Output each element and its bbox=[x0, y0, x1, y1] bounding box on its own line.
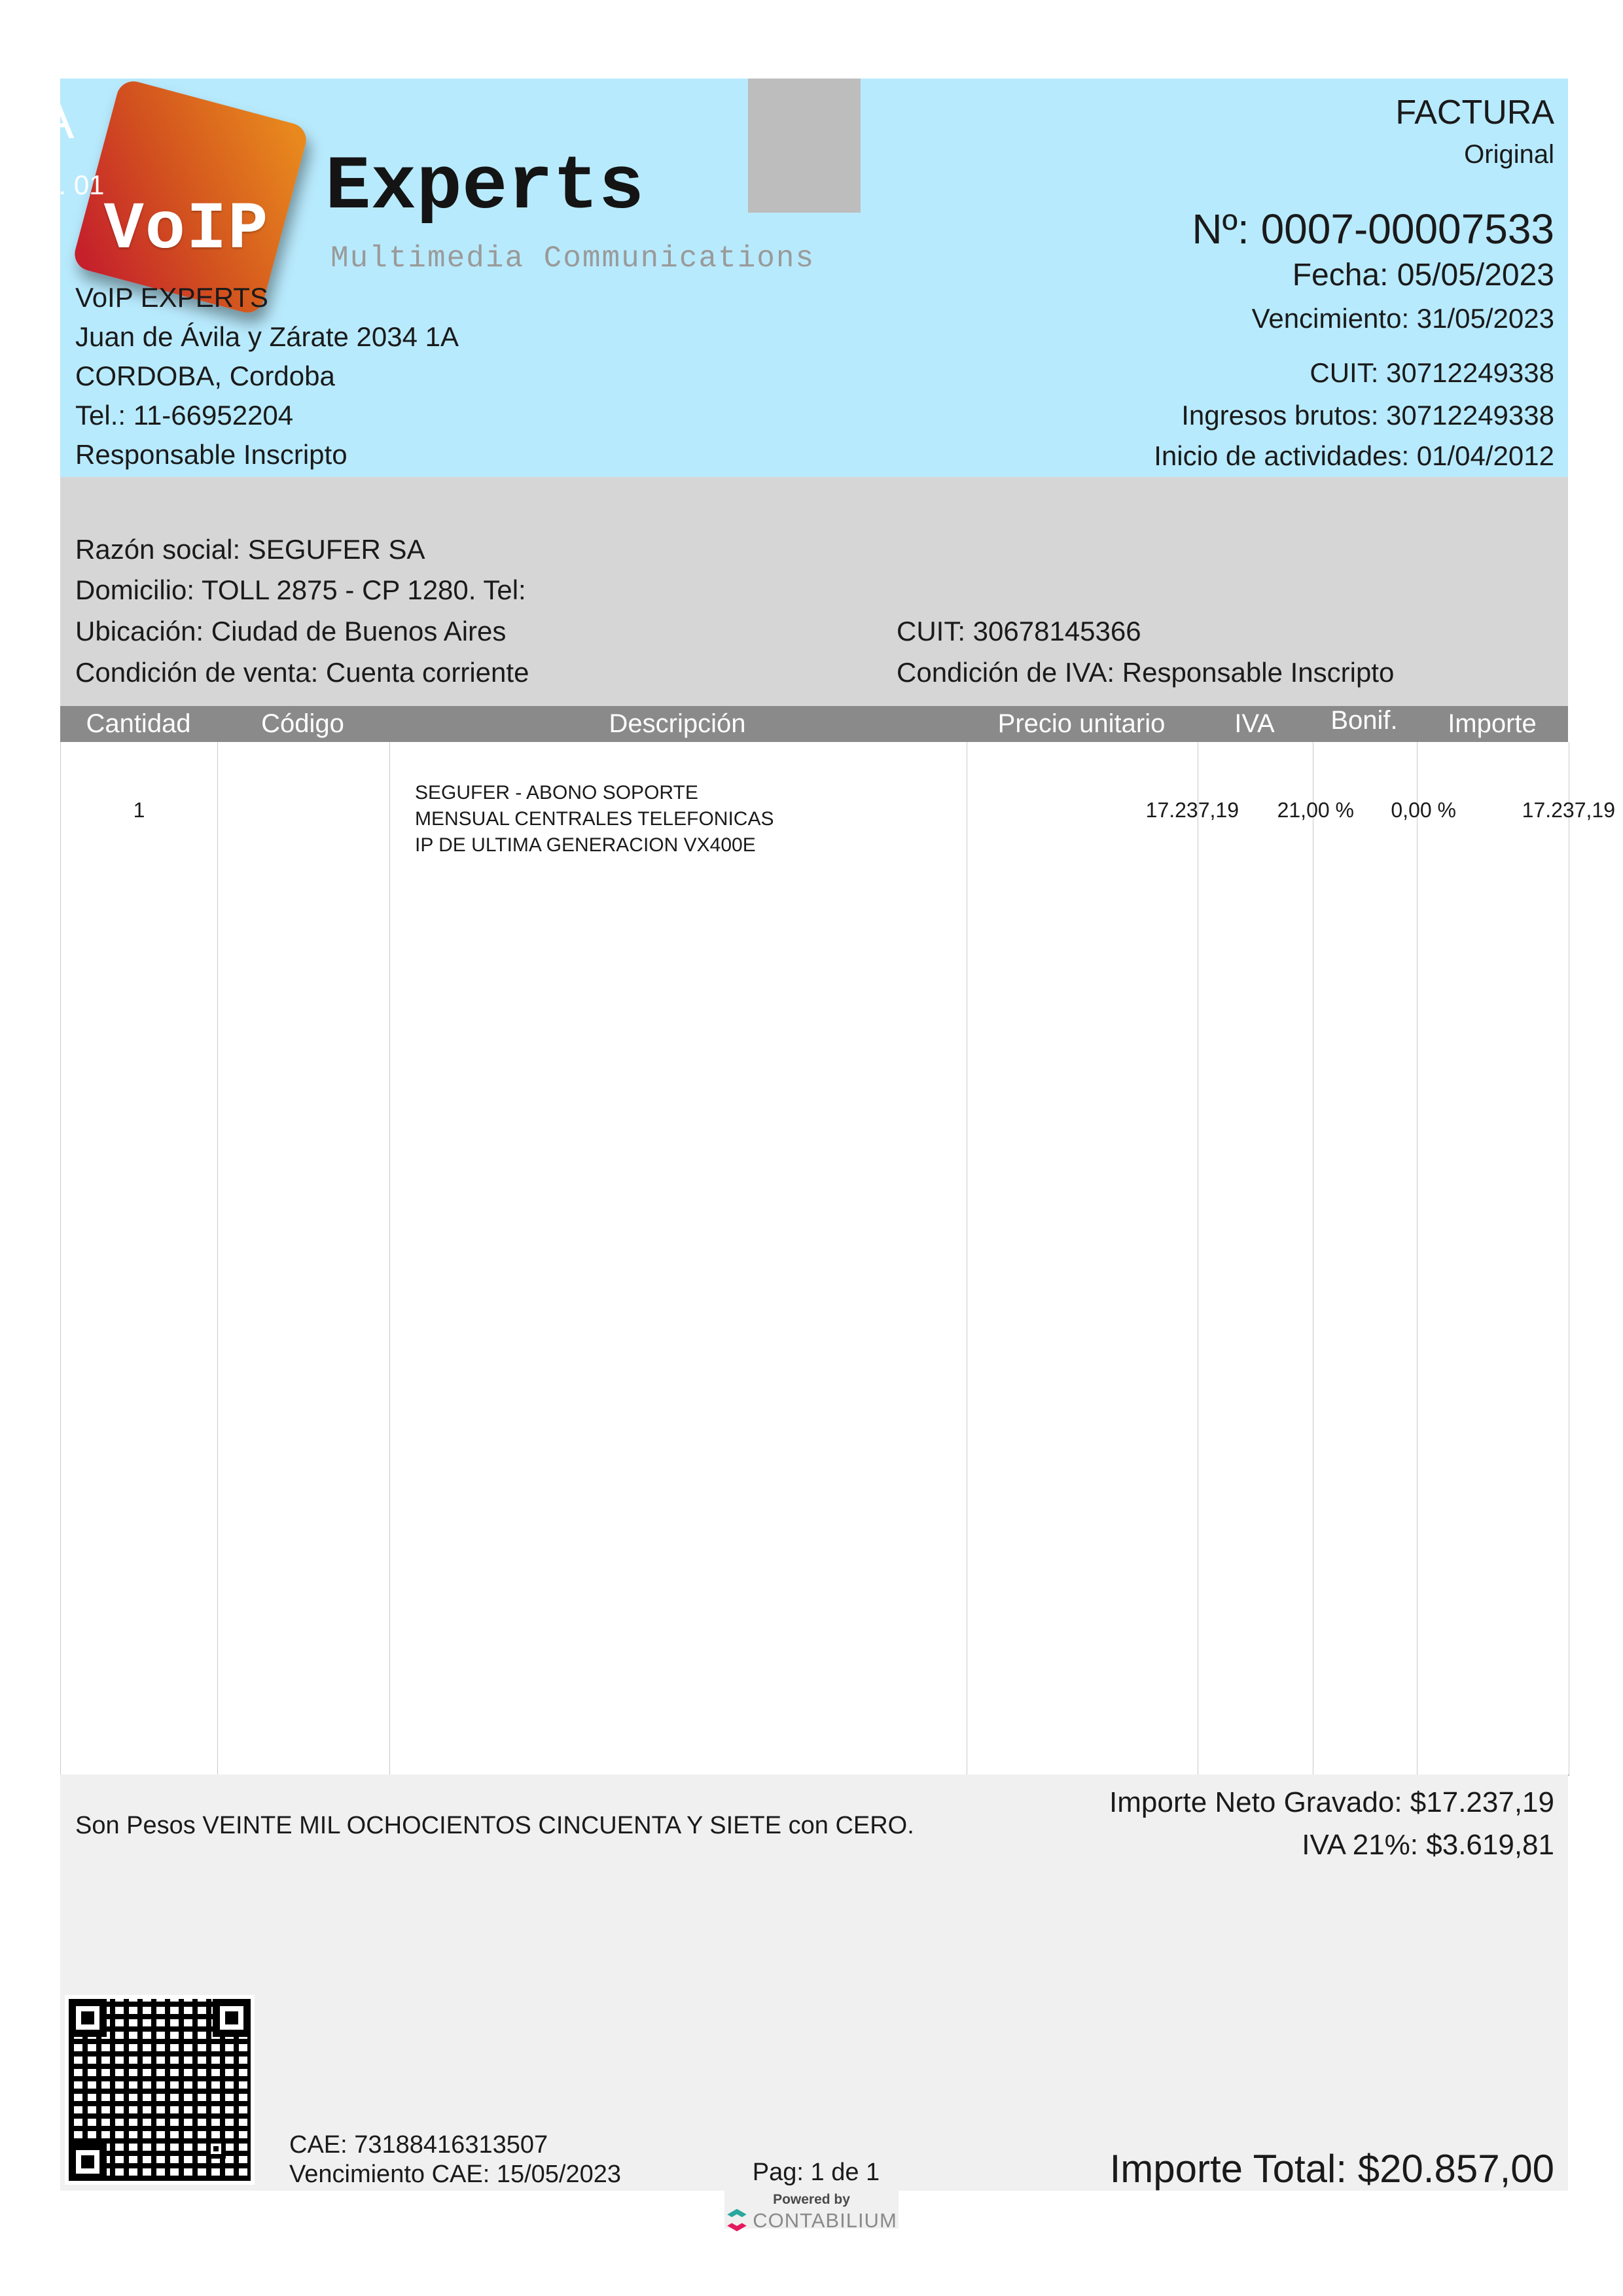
row-description: SEGUFER - ABONO SOPORTE MENSUAL CENTRALES TELEFONICAS IP DE ULTIMA GENERACION VX400E bbox=[415, 782, 774, 856]
cae-due-date: Vencimiento CAE: 15/05/2023 bbox=[289, 2161, 622, 2188]
seller-address: Juan de Ávila y Zárate 2034 1A bbox=[75, 321, 459, 352]
customer-location: Ubicación: Ciudad de Buenos Aires bbox=[75, 616, 507, 646]
powered-by-label: Powered by bbox=[773, 2192, 850, 2207]
seller-gross-income: Ingresos brutos: 30712249338 bbox=[1181, 400, 1554, 431]
row-bonif: 0,00 % bbox=[1391, 798, 1456, 822]
seller-cuit: CUIT: 30712249338 bbox=[1310, 357, 1554, 388]
seller-phone: Tel.: 11-66952204 bbox=[75, 400, 294, 431]
customer-iva-condition: Condición de IVA: Responsable Inscripto bbox=[897, 657, 1395, 688]
qr-alignment-icon bbox=[206, 2139, 226, 2159]
invoice-number: Nº: 0007-00007533 bbox=[1192, 205, 1554, 253]
logo-voip-text: VoIP bbox=[103, 192, 270, 268]
col-header-descripcion: Descripción bbox=[609, 709, 746, 738]
row-quantity: 1 bbox=[133, 798, 145, 822]
customer-sale-condition: Condición de venta: Cuenta corriente bbox=[75, 657, 529, 688]
seller-name: VoIP EXPERTS bbox=[75, 282, 268, 313]
amount-in-words: Son Pesos VEINTE MIL OCHOCIENTOS CINCUENTA Y SIETE con CERO. bbox=[75, 1812, 914, 1839]
page-indicator: Pag: 1 de 1 bbox=[752, 2159, 880, 2186]
col-header-importe: Importe bbox=[1448, 709, 1537, 738]
invoice-type-code: Cod. 01 bbox=[8, 169, 105, 200]
column-divider bbox=[389, 742, 390, 1775]
customer-cuit: CUIT: 30678145366 bbox=[897, 616, 1141, 646]
qr-finder-icon bbox=[69, 1999, 107, 2037]
seller-tax-status: Responsable Inscripto bbox=[75, 439, 348, 470]
col-header-codigo: Código bbox=[261, 709, 344, 738]
customer-address: Domicilio: TOLL 2875 - CP 1280. Tel: bbox=[75, 574, 526, 605]
invoice-type-letter: A bbox=[38, 90, 75, 150]
row-unit-price: 17.237,19 bbox=[1145, 798, 1239, 822]
seller-city: CORDOBA, Cordoba bbox=[75, 361, 335, 391]
row-amount: 17.237,19 bbox=[1522, 798, 1615, 822]
cae-number: CAE: 73188416313507 bbox=[289, 2131, 548, 2159]
qr-finder-icon bbox=[213, 1999, 251, 2037]
contabilium-brand-name: CONTABILIUM bbox=[753, 2208, 897, 2232]
col-header-bonif: Bonif. bbox=[1330, 706, 1398, 735]
doc-type-title: FACTURA bbox=[1395, 94, 1554, 132]
doc-copy-label: Original bbox=[1464, 140, 1554, 169]
seller-activity-start: Inicio de actividades: 01/04/2012 bbox=[1154, 440, 1554, 471]
column-divider bbox=[1417, 742, 1418, 1775]
iva-amount: IVA 21%: $3.619,81 bbox=[1302, 1829, 1554, 1861]
qr-code-icon bbox=[65, 1995, 255, 2185]
contabilium-logo-icon bbox=[726, 2208, 748, 2232]
net-amount: Importe Neto Gravado: $17.237,19 bbox=[1109, 1786, 1554, 1818]
col-header-cantidad: Cantidad bbox=[86, 709, 191, 738]
qr-finder-icon bbox=[69, 2143, 107, 2181]
invoice-date: Fecha: 05/05/2023 bbox=[1292, 258, 1554, 292]
seller-info bbox=[75, 278, 459, 474]
items-table-header bbox=[60, 706, 1568, 742]
row-iva: 21,00 % bbox=[1277, 798, 1354, 822]
logo-subtitle: Multimedia Communications bbox=[330, 241, 815, 275]
customer-company: Razón social: SEGUFER SA bbox=[75, 534, 425, 565]
logo-experts-text: Experts bbox=[325, 144, 645, 230]
grand-total: Importe Total: $20.857,00 bbox=[1109, 2147, 1554, 2191]
col-header-iva: IVA bbox=[1234, 709, 1275, 738]
column-divider bbox=[217, 742, 218, 1775]
col-header-precio-unitario: Precio unitario bbox=[997, 709, 1166, 738]
powered-by-badge bbox=[724, 2191, 899, 2232]
invoice-due-date: Vencimiento: 31/05/2023 bbox=[1251, 303, 1554, 334]
items-table-body bbox=[60, 742, 1615, 1776]
invoice-type-box bbox=[748, 79, 861, 213]
